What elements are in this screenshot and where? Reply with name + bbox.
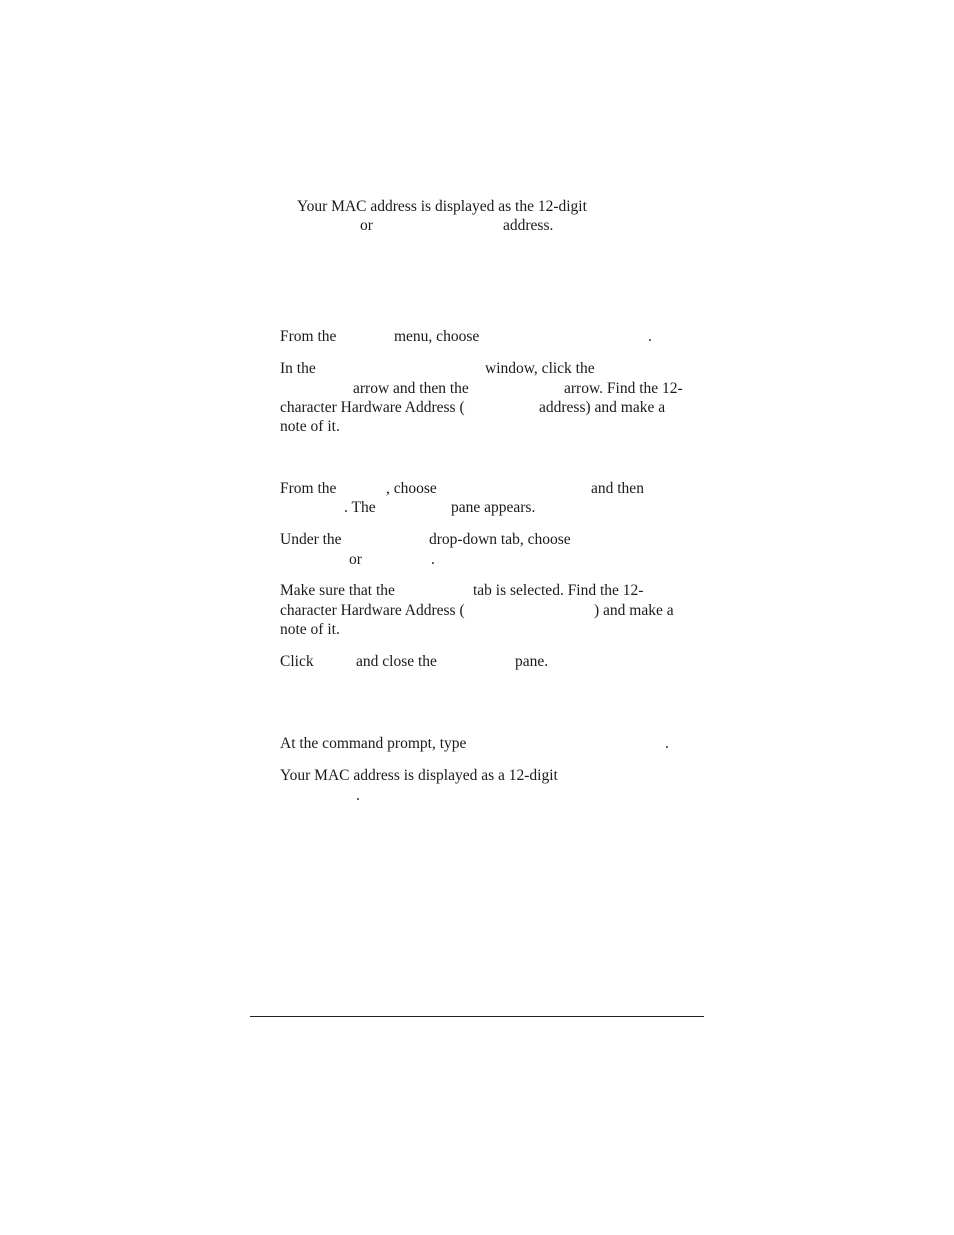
mac-osx-step2-or: or [349, 551, 362, 568]
mac-classic-step2-arrow-find: arrow. Find the 12- [564, 380, 683, 397]
linux-step1-period: . [665, 735, 669, 752]
mac-classic-step2-hardware: character Hardware Address ( [280, 399, 465, 416]
mac-classic-step2-window: window, click the [485, 360, 595, 377]
linux-step1-command-prompt: At the command prompt, type [280, 735, 467, 752]
mac-osx-step4-close: and close the [356, 653, 437, 670]
linux-step2-mac-display: Your MAC address is displayed as a 12-digit [280, 767, 558, 784]
mac-classic-step2-note: note of it. [280, 418, 340, 435]
mac-classic-step2-address: address) and make a [539, 399, 666, 416]
intro-line-1: Your MAC address is displayed as the 12-digit [297, 198, 587, 215]
mac-osx-step4-pane: pane. [515, 653, 549, 670]
mac-osx-step1-choose: , choose [386, 480, 437, 497]
mac-classic-step1-menu: menu, choose [394, 328, 480, 345]
intro-line-2-or: or [360, 217, 373, 234]
mac-osx-step1-from: From the [280, 480, 337, 497]
footer-rule [250, 1016, 704, 1017]
linux-step2-period: . [356, 787, 360, 804]
mac-osx-step3-tab: tab is selected. Find the 12- [473, 582, 644, 599]
mac-osx-step3-make-a: ) and make a [594, 602, 674, 619]
mac-osx-step2-dropdown: drop-down tab, choose [429, 531, 571, 548]
mac-classic-step2-arrow-then: arrow and then the [353, 380, 469, 397]
mac-osx-step1-pane: pane appears. [451, 499, 536, 516]
mac-classic-step1-period: . [648, 328, 652, 345]
mac-osx-step1-and-then: and then [591, 480, 644, 497]
mac-classic-step2-in: In the [280, 360, 316, 377]
mac-osx-step4-click: Click [280, 653, 314, 670]
mac-osx-step3-hardware: character Hardware Address ( [280, 602, 465, 619]
mac-classic-step1-from: From the [280, 328, 337, 345]
mac-osx-step3-note: note of it. [280, 621, 340, 638]
mac-osx-step2-under: Under the [280, 531, 342, 548]
mac-osx-step1-the: . The [344, 499, 376, 516]
mac-osx-step2-period: . [431, 551, 435, 568]
mac-osx-step3-make-sure: Make sure that the [280, 582, 395, 599]
intro-line-2-address: address. [503, 217, 554, 234]
